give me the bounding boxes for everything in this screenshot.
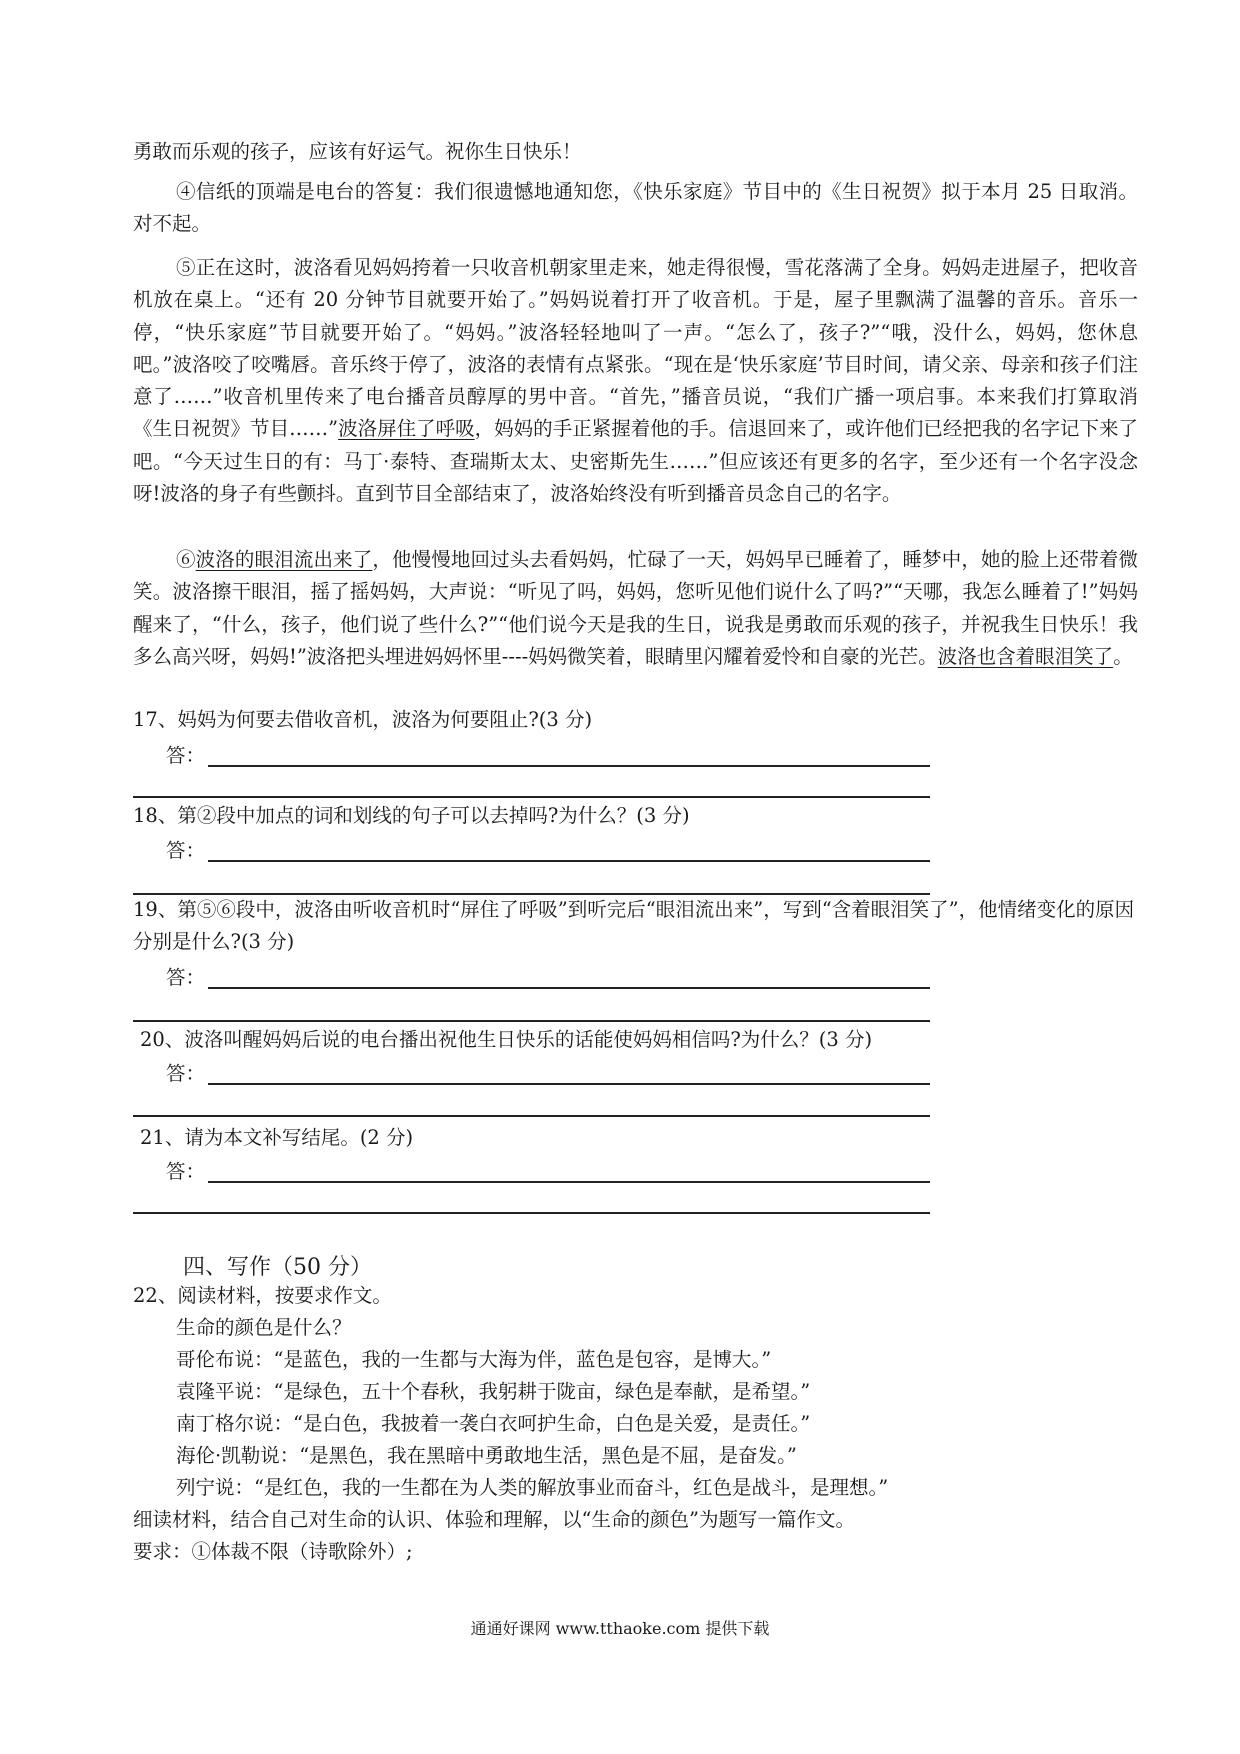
paragraph-6-marker: ⑥ bbox=[176, 548, 196, 571]
page-footer: 通通好课网 www.tthaoke.com 提供下载 bbox=[470, 1619, 770, 1638]
answer-line-19a[interactable] bbox=[208, 987, 930, 989]
answer-line-17b[interactable] bbox=[133, 796, 930, 798]
answer-label-18: 答： bbox=[166, 839, 206, 862]
answer-line-20a[interactable] bbox=[208, 1083, 930, 1085]
question-21: 21、请为本文补写结尾。(2 分) bbox=[140, 1126, 414, 1149]
passage-intro-line: 勇敢而乐观的孩子，应该有好运气。祝你生日快乐！ bbox=[133, 140, 582, 163]
question-19: 19、第⑤⑥段中，波洛由听收音机时“屏住了呼吸”到听完后“眼泪流出来”，写到“含着眼泪笑了”，他情绪变化的原因分别是什么?(3 分) bbox=[133, 898, 1135, 953]
question-22: 22、阅读材料，按要求作文。 bbox=[133, 1284, 392, 1307]
answer-label-20: 答： bbox=[166, 1062, 206, 1085]
answer-line-18a[interactable] bbox=[208, 860, 930, 862]
material-line: 南丁格尔说：“是白色，我披着一袭白衣呵护生命，白色是关爱，是责任。” bbox=[176, 1412, 811, 1435]
answer-line-17a[interactable] bbox=[208, 765, 930, 767]
answer-label-21: 答： bbox=[166, 1160, 206, 1183]
material-line: 海伦·凯勒说：“是黑色，我在黑暗中勇敢地生活，黑色是不屈，是奋发。” bbox=[176, 1444, 797, 1467]
passage-paragraph-4: ④信纸的顶端是电台的答复：我们很遗憾地通知您，《快乐家庭》节目中的《生日祝贺》拟于本月 25 日取消。对不起。 bbox=[133, 180, 1138, 236]
underlined-sentence-held-breath: 波洛屏住了呼吸 bbox=[338, 417, 475, 441]
passage-paragraph-5 bbox=[133, 252, 1138, 510]
material-line: 生命的颜色是什么？ bbox=[176, 1316, 352, 1339]
question-20: 20、波洛叫醒妈妈后说的电台播出祝他生日快乐的话能使妈妈相信吗?为什么？(3 分) bbox=[140, 1028, 873, 1051]
material-line: 哥伦布说：“是蓝色，我的一生都与大海为伴，蓝色是包容，是博大。” bbox=[176, 1348, 772, 1371]
underlined-sentence-tears: 波洛的眼泪流出来了 bbox=[195, 548, 373, 571]
paragraph-5-text-cont: ，妈妈的手正紧握着他的手。信退回来了，或许他们已经把我的名字记下来了吧。“今天过生日的有：马丁·泰特、查瑞斯太太、史密斯先生……”但应该还有更多的名字，至少还有一个名字没念呀!波洛的身子有些颤抖。直到节目全部结束了，波洛始终没有听到播音员念自己的名字。 bbox=[133, 417, 1138, 506]
passage-paragraph-6 bbox=[133, 544, 1138, 673]
answer-line-21b[interactable] bbox=[133, 1212, 930, 1214]
writing-requirement: 要求：①体裁不限（诗歌除外）; bbox=[133, 1540, 413, 1563]
question-18: 18、第②段中加点的词和划线的句子可以去掉吗?为什么？(3 分) bbox=[133, 804, 690, 827]
material-line: 袁隆平说：“是绿色，五十个春秋，我躬耕于陇亩，绿色是奉献，是希望。” bbox=[176, 1380, 811, 1403]
underlined-sentence-smiled: 波洛也含着眼泪笑了 bbox=[937, 644, 1114, 668]
answer-line-19b[interactable] bbox=[133, 1020, 930, 1022]
answer-line-21a[interactable] bbox=[208, 1181, 930, 1183]
paragraph-5-text: ⑤正在这时，波洛看见妈妈挎着一只收音机朝家里走来，她走得很慢，雪花落满了全身。妈妈走进屋子，把收音机放在桌上。“还有 20 分钟节目就要开始了。”妈妈说着打开了收音机。于是，屋子里飘满了温馨的音乐。音乐一停，“快乐家庭”节目就要开始了。“妈妈。”波洛轻轻地叫了一声。“怎么了，孩子?”“哦，没什么，妈妈，您休息吧。”波洛咬了咬嘴唇。音乐终于停了，波洛的表情有点紧张。“现在是‘快乐家庭’节目时间，请父亲、母亲和孩子们注意了……”收音机里传来了电台播音员醇厚的男中音。“首先，”播音员说，“我们广播一项启事。本来我们打算取消《生日祝贺》节目……” bbox=[133, 256, 1138, 441]
material-line: 列宁说：“是红色，我的一生都在为人类的解放事业而奋斗，红色是战斗，是理想。” bbox=[176, 1476, 889, 1499]
question-17: 17、妈妈为何要去借收音机，波洛为何要阻止?(3 分) bbox=[133, 708, 593, 731]
section-title-writing: 四、写作（50 分） bbox=[183, 1255, 372, 1280]
writing-instruction: 细读材料，结合自己对生命的认识、体验和理解，以“生命的颜色”为题写一篇作文。 bbox=[133, 1508, 855, 1531]
answer-label-19: 答： bbox=[166, 966, 206, 989]
answer-label-17: 答： bbox=[166, 744, 206, 767]
paragraph-6-end: 。 bbox=[1113, 644, 1133, 668]
paragraph-6-text: ，他慢慢地回过头去看妈妈，忙碌了一天，妈妈早已睡着了，睡梦中，她的脸上还带着微笑。波洛擦干眼泪，摇了摇妈妈，大声说：“听见了吗，妈妈，您听见他们说什么了吗?”“天哪，我怎么睡着了!”妈妈醒来了，“什么，孩子，他们说了些什么?”“他们说今天是我的生日，说我是勇敢而乐观的孩子，并祝我生日快乐！我多么高兴呀，妈妈!”波洛把头埋进妈妈怀里----妈妈微笑着，眼睛里闪耀着爱怜和自豪的光芒。 bbox=[133, 548, 1138, 668]
answer-line-20b[interactable] bbox=[133, 1115, 930, 1117]
